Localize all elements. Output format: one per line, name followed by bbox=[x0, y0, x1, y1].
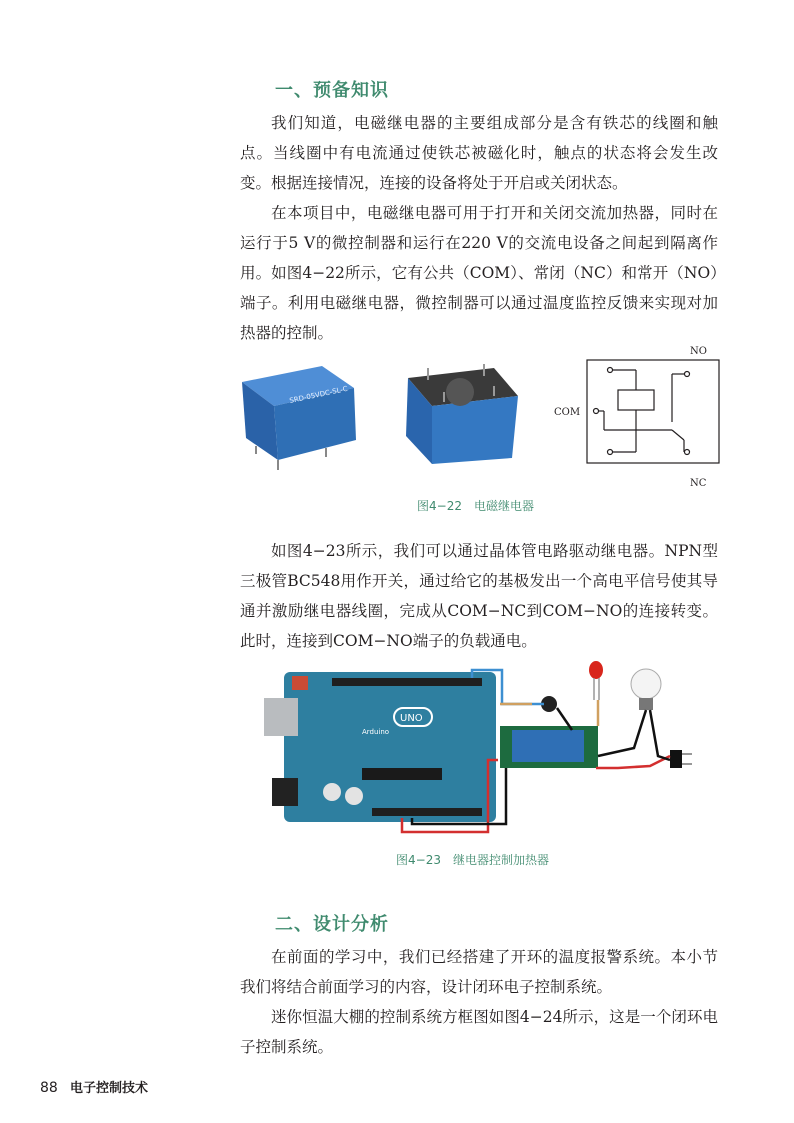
figure-caption: 图4−22 电磁继电器 bbox=[417, 499, 534, 513]
section-heading-design: 二、设计分析 bbox=[275, 914, 389, 935]
circuit-illustration bbox=[262, 660, 700, 845]
relay-module bbox=[500, 726, 598, 768]
design-text-block bbox=[240, 942, 718, 1062]
paragraph: 我们知道，电磁继电器的主要组成部分是含有铁芯的线圈和触点。当线圈中有电流通过使铁芯被磁化时，触点的状态将会发生改变。根据连接情况，连接的设备将处于开启或关闭状态。 bbox=[240, 114, 718, 192]
label-nc: NC bbox=[690, 478, 707, 489]
board-label: UNO bbox=[400, 713, 423, 724]
relay-photo-front bbox=[242, 366, 356, 470]
driver-text-block bbox=[240, 536, 718, 656]
figure-circuit bbox=[262, 660, 700, 845]
led bbox=[589, 661, 603, 700]
section-heading-prep: 一、预备知识 bbox=[275, 80, 389, 101]
prep-text-block bbox=[240, 108, 718, 348]
figure-relay bbox=[232, 340, 732, 500]
relay-photo-back bbox=[406, 364, 518, 464]
label-com: COM bbox=[554, 407, 581, 418]
paragraph: 如图4−23所示，我们可以通过晶体管电路驱动继电器。NPN型三极管BC548用作开关，通过给它的基极发出一个高电平信号使其导通并激励继电器线圈，完成从COM−NC到COM−NO的连接转变。此时，连接到COM−NO端子的负载通电。 bbox=[240, 542, 718, 650]
page-number: 88 bbox=[40, 1080, 58, 1096]
board-brand: Arduino bbox=[362, 728, 390, 736]
power-plug bbox=[670, 750, 692, 768]
label-no: NO bbox=[690, 346, 707, 357]
light-bulb bbox=[631, 669, 661, 710]
figure-caption: 图4−23 继电器控制加热器 bbox=[396, 853, 549, 867]
paragraph: 迷你恒温大棚的控制系统方框图如图4−24所示，这是一个闭环电子控制系统。 bbox=[240, 1008, 718, 1056]
relay-illustration bbox=[232, 340, 732, 500]
page-footer bbox=[40, 1077, 148, 1096]
book-title: 电子控制技术 bbox=[69, 1081, 148, 1096]
paragraph: 在本项目中，电磁继电器可用于打开和关闭交流加热器，同时在运行于5 V的微控制器和运行在220 V的交流电设备之间起到隔离作用。如图4−22所示，它有公共（COM）、常闭（NC）和常开（NO）端子。利用电磁继电器，微控制器可以通过温度监控反馈来实现对加热器的控制。 bbox=[240, 204, 718, 342]
arduino-board bbox=[264, 672, 496, 822]
relay-schematic bbox=[587, 360, 719, 463]
paragraph: 在前面的学习中，我们已经搭建了开环的温度报警系统。本小节我们将结合前面学习的内容，设计闭环电子控制系统。 bbox=[240, 948, 718, 996]
relay-model-text: SRD-05VDC-SL-C bbox=[288, 384, 349, 405]
